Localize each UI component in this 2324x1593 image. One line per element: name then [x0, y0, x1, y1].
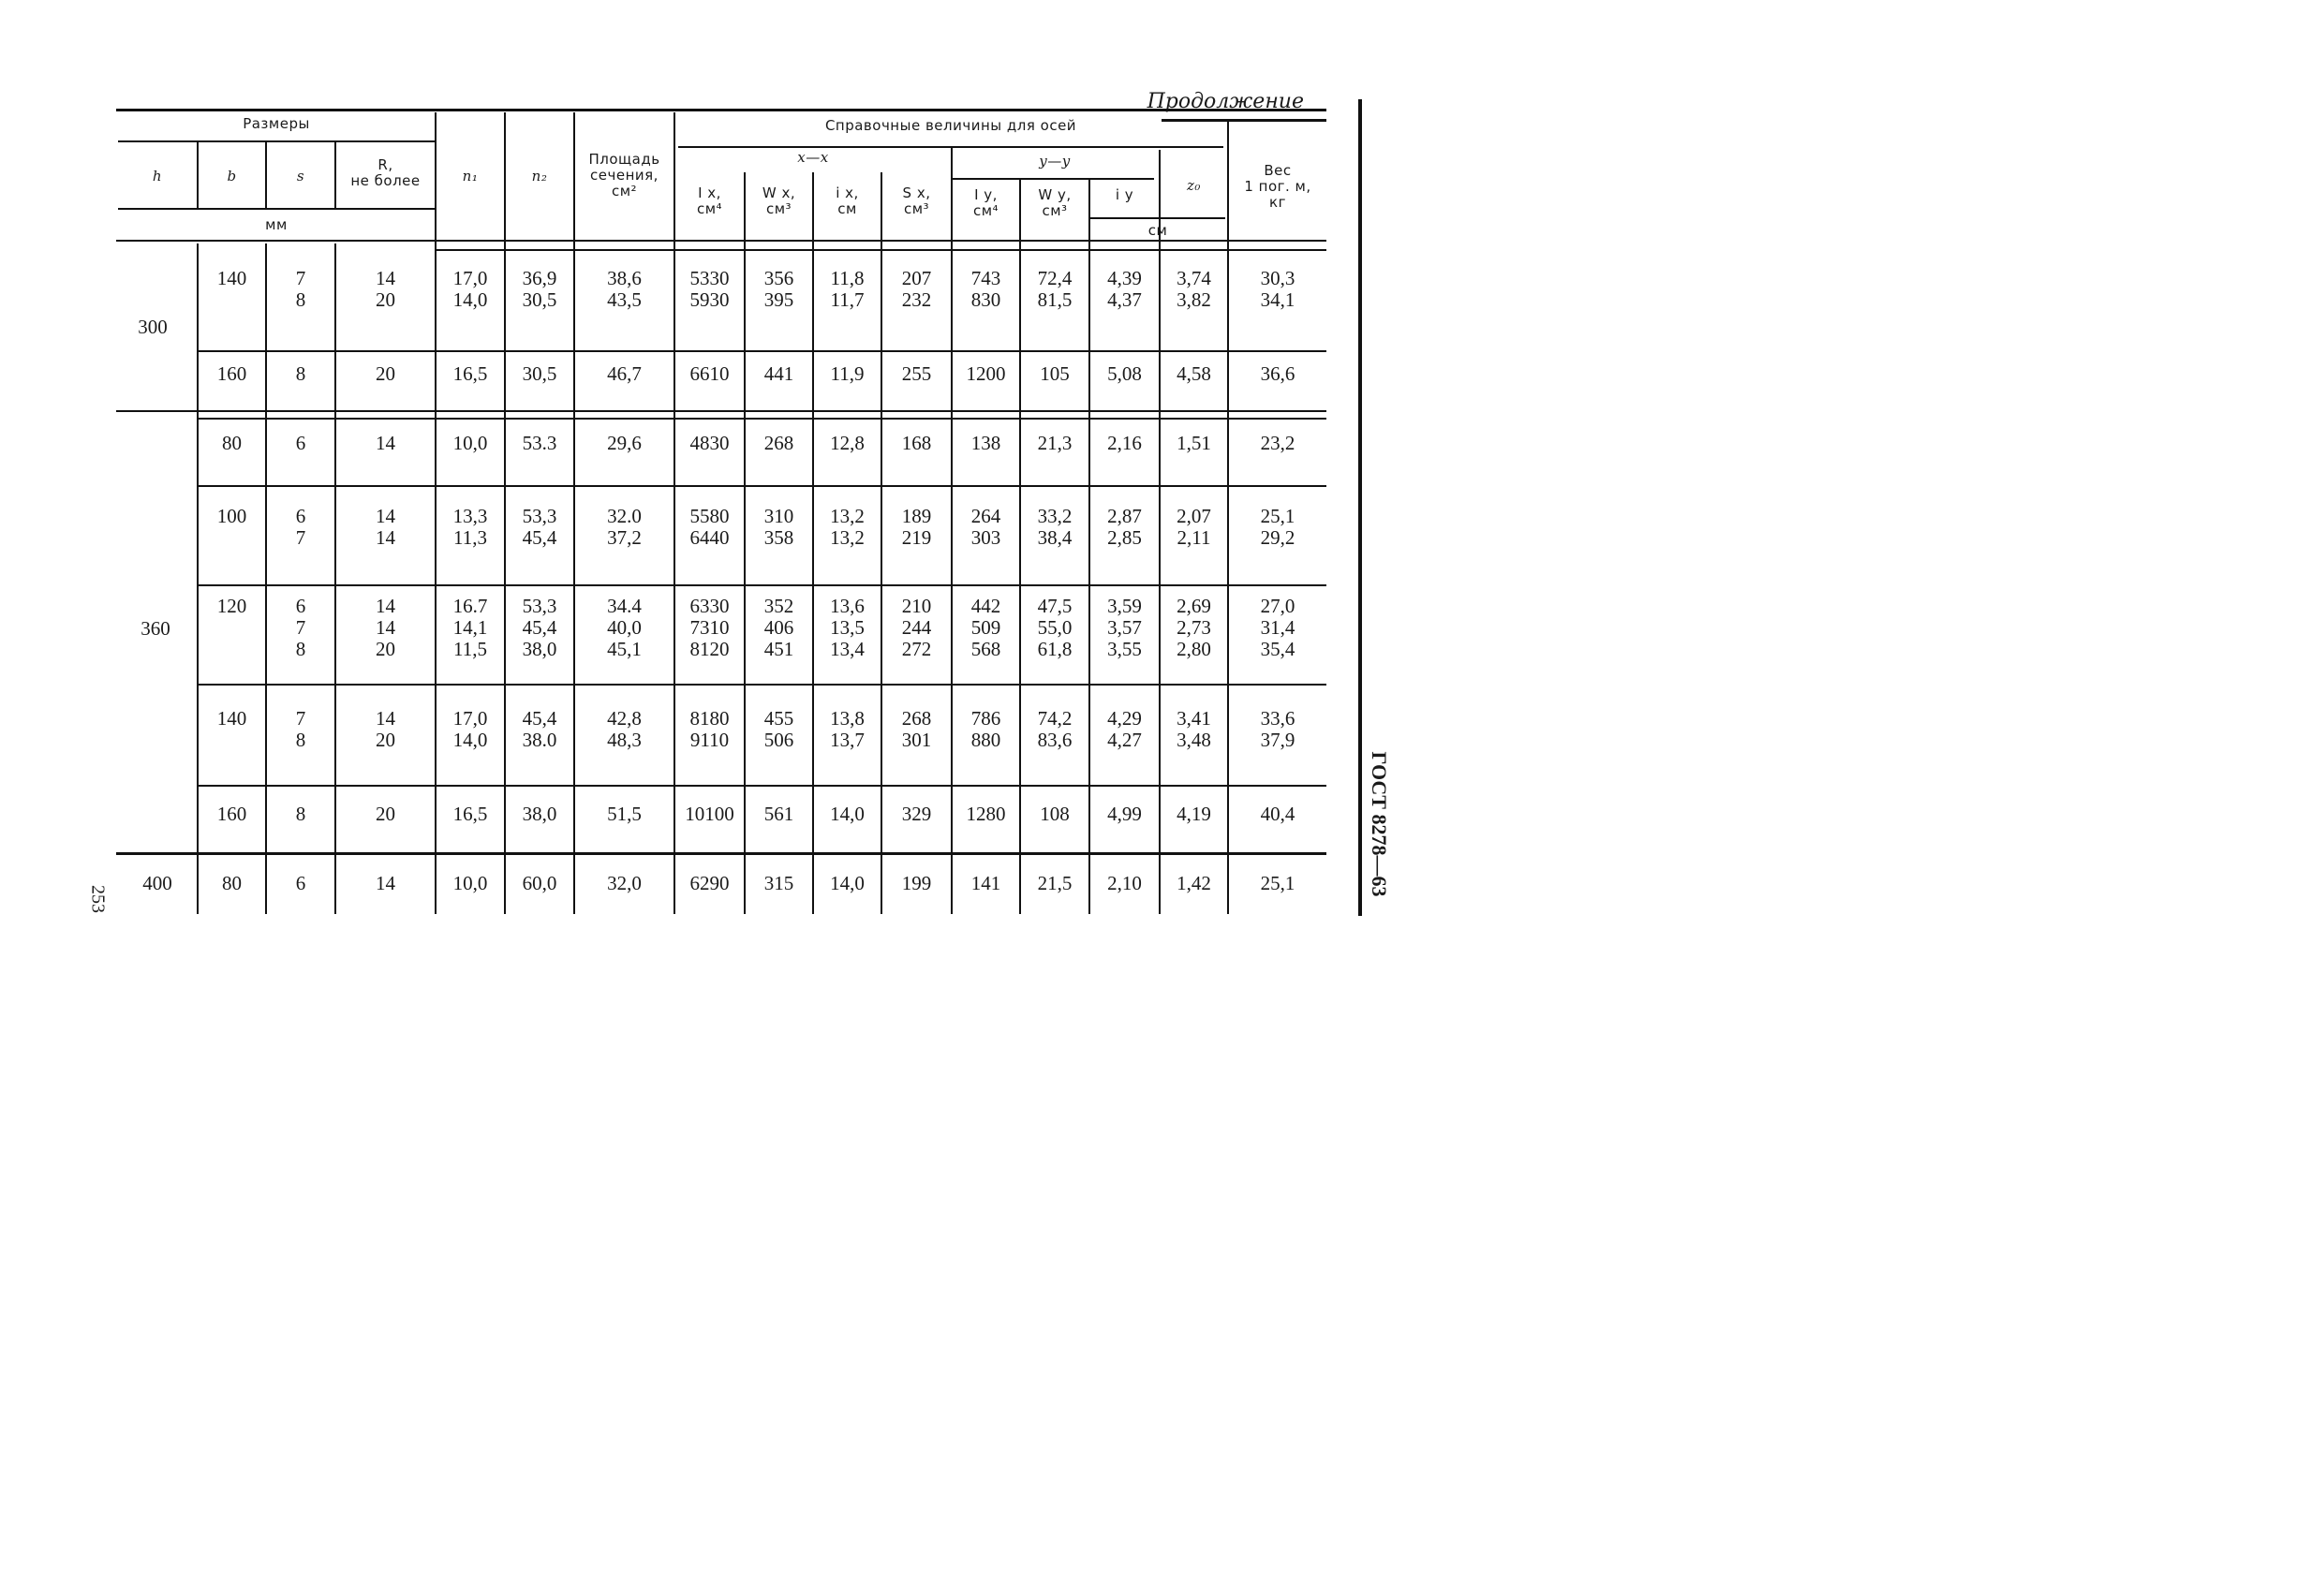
cell-Ix: 10100: [685, 803, 734, 825]
cell-iy: 5,08: [1107, 362, 1142, 385]
cell-area: 46,7: [607, 362, 642, 385]
cell-iy: 4,99: [1107, 803, 1142, 825]
cell-area: 32.0 37,2: [607, 505, 642, 549]
cell-Ix: 6610: [689, 362, 730, 385]
cell-area: 32,0: [607, 872, 642, 894]
cell-iy: 4,39 4,37: [1107, 267, 1142, 311]
header-axis-xx: x—x: [797, 149, 829, 166]
header-ves: Вес 1 пог. м, кг: [1244, 162, 1311, 211]
cell-ix: 14,0: [830, 803, 865, 825]
cell-b: 80: [222, 432, 242, 454]
header-wy: W y, см³: [1038, 186, 1072, 219]
cell-Sx: 329: [901, 803, 932, 825]
cell-Iy: 786 880: [970, 707, 1001, 751]
header-h: h: [152, 168, 163, 184]
cell-Ix: 4830: [689, 432, 730, 454]
cell-s: 6 7 8: [295, 595, 306, 660]
cell-ix: 13,2 13,2: [830, 505, 865, 549]
cell-ix: 13,6 13,5 13,4: [830, 595, 865, 660]
cell-n2: 38,0: [522, 803, 557, 825]
cell-iy: 3,59 3,57 3,55: [1107, 595, 1142, 660]
cell-ves: 23,2: [1260, 432, 1295, 454]
cell-n1: 17,0 14,0: [452, 267, 488, 311]
cell-Wx: 455 506: [763, 707, 794, 751]
cell-Wx: 441: [763, 362, 794, 385]
cell-ix: 11,9: [830, 362, 865, 385]
cell-z0: 3,41 3,48: [1177, 707, 1211, 751]
cell-ves: 36,6: [1260, 362, 1295, 385]
cell-ix: 13,8 13,7: [830, 707, 865, 751]
cell-n1: 16,5: [452, 362, 488, 385]
header-s: s: [296, 168, 305, 184]
group-h-360: 360: [141, 617, 170, 640]
cell-Iy: 141: [970, 872, 1001, 894]
cell-ves: 25,1 29,2: [1260, 505, 1295, 549]
cell-b: 140: [216, 707, 247, 730]
cell-Wy: 47,5 55,0 61,8: [1037, 595, 1073, 660]
document-page: [0, 0, 1461, 1006]
cell-Wy: 33,2 38,4: [1037, 505, 1073, 549]
cell-area: 51,5: [607, 803, 642, 825]
header-n1: n₁: [462, 168, 479, 184]
cell-r: 14 14: [376, 505, 395, 549]
cell-Ix: 8180 9110: [689, 707, 730, 751]
cell-z0: 1,42: [1177, 872, 1211, 894]
cell-b: 120: [216, 595, 247, 617]
cell-ves: 33,6 37,9: [1260, 707, 1295, 751]
cell-Wx: 356 395: [763, 267, 794, 311]
cell-Sx: 199: [901, 872, 932, 894]
cell-area: 34.4 40,0 45,1: [607, 595, 642, 660]
cell-ves: 25,1: [1260, 872, 1295, 894]
cell-Sx: 255: [901, 362, 932, 385]
cell-Sx: 207 232: [901, 267, 932, 311]
cell-area: 29,6: [607, 432, 642, 454]
cell-ves: 30,3 34,1: [1260, 267, 1295, 311]
header-ix: i x, см: [836, 184, 859, 217]
cell-z0: 1,51: [1177, 432, 1211, 454]
cell-z0: 4,19: [1177, 803, 1211, 825]
cell-iy: 2,10: [1107, 872, 1142, 894]
cell-z0: 3,74 3,82: [1177, 267, 1211, 311]
cell-Ix: 5330 5930: [689, 267, 730, 311]
header-mm: мм: [265, 216, 288, 233]
cell-Wy: 74,2 83,6: [1037, 707, 1073, 751]
cell-s: 6: [295, 432, 306, 454]
cell-n2: 30,5: [522, 362, 557, 385]
cell-Sx: 210 244 272: [901, 595, 932, 660]
header-n2: n₂: [531, 168, 548, 184]
cell-n1: 16.7 14,1 11,5: [452, 595, 488, 660]
cell-b: 160: [216, 362, 247, 385]
cell-n2: 53.3: [522, 432, 557, 454]
cell-Iy: 264 303: [970, 505, 1001, 549]
header-iy: i y: [1115, 186, 1134, 203]
cell-s: 6 7: [295, 505, 306, 549]
header-axis-yy: y—y: [1039, 153, 1071, 170]
cell-n1: 17,0 14,0: [452, 707, 488, 751]
cell-r: 20: [376, 803, 395, 825]
cell-Wy: 105: [1040, 362, 1070, 385]
cell-Wy: 21,5: [1037, 872, 1073, 894]
cell-n2: 53,3 45,4: [522, 505, 557, 549]
header-iy-moment: I y, см⁴: [972, 186, 999, 219]
page-number: 253: [87, 885, 109, 913]
cell-Iy: 442 509 568: [970, 595, 1001, 660]
header-wx: W x, см³: [762, 184, 796, 217]
cell-Wx: 268: [763, 432, 794, 454]
cell-r: 14: [376, 872, 395, 894]
cell-n2: 53,3 45,4 38,0: [522, 595, 557, 660]
cell-Sx: 268 301: [901, 707, 932, 751]
cell-Ix: 6290: [689, 872, 730, 894]
cell-n1: 16,5: [452, 803, 488, 825]
cell-s: 8: [295, 803, 306, 825]
cell-ix: 14,0: [830, 872, 865, 894]
cell-s: 8: [295, 362, 306, 385]
cell-Wy: 72,4 81,5: [1037, 267, 1073, 311]
cell-ix: 11,8 11,7: [830, 267, 865, 311]
cell-ves: 27,0 31,4 35,4: [1260, 595, 1295, 660]
header-razmery: Размеры: [243, 115, 310, 132]
cell-Ix: 6330 7310 8120: [689, 595, 730, 660]
cell-Sx: 168: [901, 432, 932, 454]
cell-Sx: 189 219: [901, 505, 932, 549]
cell-n1: 10,0: [452, 432, 488, 454]
cell-Wx: 352 406 451: [763, 595, 794, 660]
header-cm: см: [1147, 222, 1168, 239]
cell-Iy: 1280: [966, 803, 1006, 825]
cell-area: 42,8 48,3: [607, 707, 642, 751]
cell-Wx: 310 358: [763, 505, 794, 549]
cell-Wx: 315: [763, 872, 794, 894]
cell-b: 140: [216, 267, 247, 289]
cell-b: 160: [216, 803, 247, 825]
cell-Wy: 108: [1040, 803, 1070, 825]
header-ix-moment: I x, см⁴: [696, 184, 723, 217]
group-h-300: 300: [138, 316, 168, 338]
cell-r: 14: [376, 432, 395, 454]
cell-r: 14 20: [376, 267, 395, 311]
cell-r: 14 14 20: [376, 595, 395, 660]
cell-s: 6: [295, 872, 306, 894]
cell-b: 100: [216, 505, 247, 527]
continuation-label: Продолжение: [1147, 90, 1304, 113]
standard-number: ГОСТ 8278—63: [1368, 751, 1391, 897]
cell-b: 80: [222, 872, 242, 894]
cell-s: 7 8: [295, 267, 306, 311]
cell-r: 14 20: [376, 707, 395, 751]
cell-n1: 10,0: [452, 872, 488, 894]
cell-z0: 4,58: [1177, 362, 1211, 385]
cell-ix: 12,8: [830, 432, 865, 454]
cell-Wx: 561: [763, 803, 794, 825]
header-z0: z₀: [1187, 177, 1201, 194]
cell-Iy: 743 830: [970, 267, 1001, 311]
cell-r: 20: [376, 362, 395, 385]
header-spravochnye: Справочные величины для осей: [824, 117, 1077, 134]
cell-iy: 4,29 4,27: [1107, 707, 1142, 751]
header-r: R, не более: [350, 156, 421, 189]
cell-z0: 2,69 2,73 2,80: [1177, 595, 1211, 660]
cell-h: 400: [142, 872, 172, 894]
cell-n2: 45,4 38.0: [522, 707, 557, 751]
cell-n2: 60,0: [522, 872, 557, 894]
header-b: b: [227, 168, 237, 184]
cell-iy: 2,87 2,85: [1107, 505, 1142, 549]
header-area: Площадь сечения, см²: [588, 151, 660, 199]
cell-z0: 2,07 2,11: [1177, 505, 1211, 549]
cell-Iy: 1200: [966, 362, 1006, 385]
header-sx: S x, см³: [902, 184, 931, 217]
cell-n1: 13,3 11,3: [452, 505, 488, 549]
cell-Ix: 5580 6440: [689, 505, 730, 549]
cell-area: 38,6 43,5: [607, 267, 642, 311]
cell-s: 7 8: [295, 707, 306, 751]
cell-Wy: 21,3: [1037, 432, 1073, 454]
cell-n2: 36,9 30,5: [522, 267, 557, 311]
cell-iy: 2,16: [1107, 432, 1142, 454]
cell-Iy: 138: [970, 432, 1001, 454]
cell-ves: 40,4: [1260, 803, 1295, 825]
